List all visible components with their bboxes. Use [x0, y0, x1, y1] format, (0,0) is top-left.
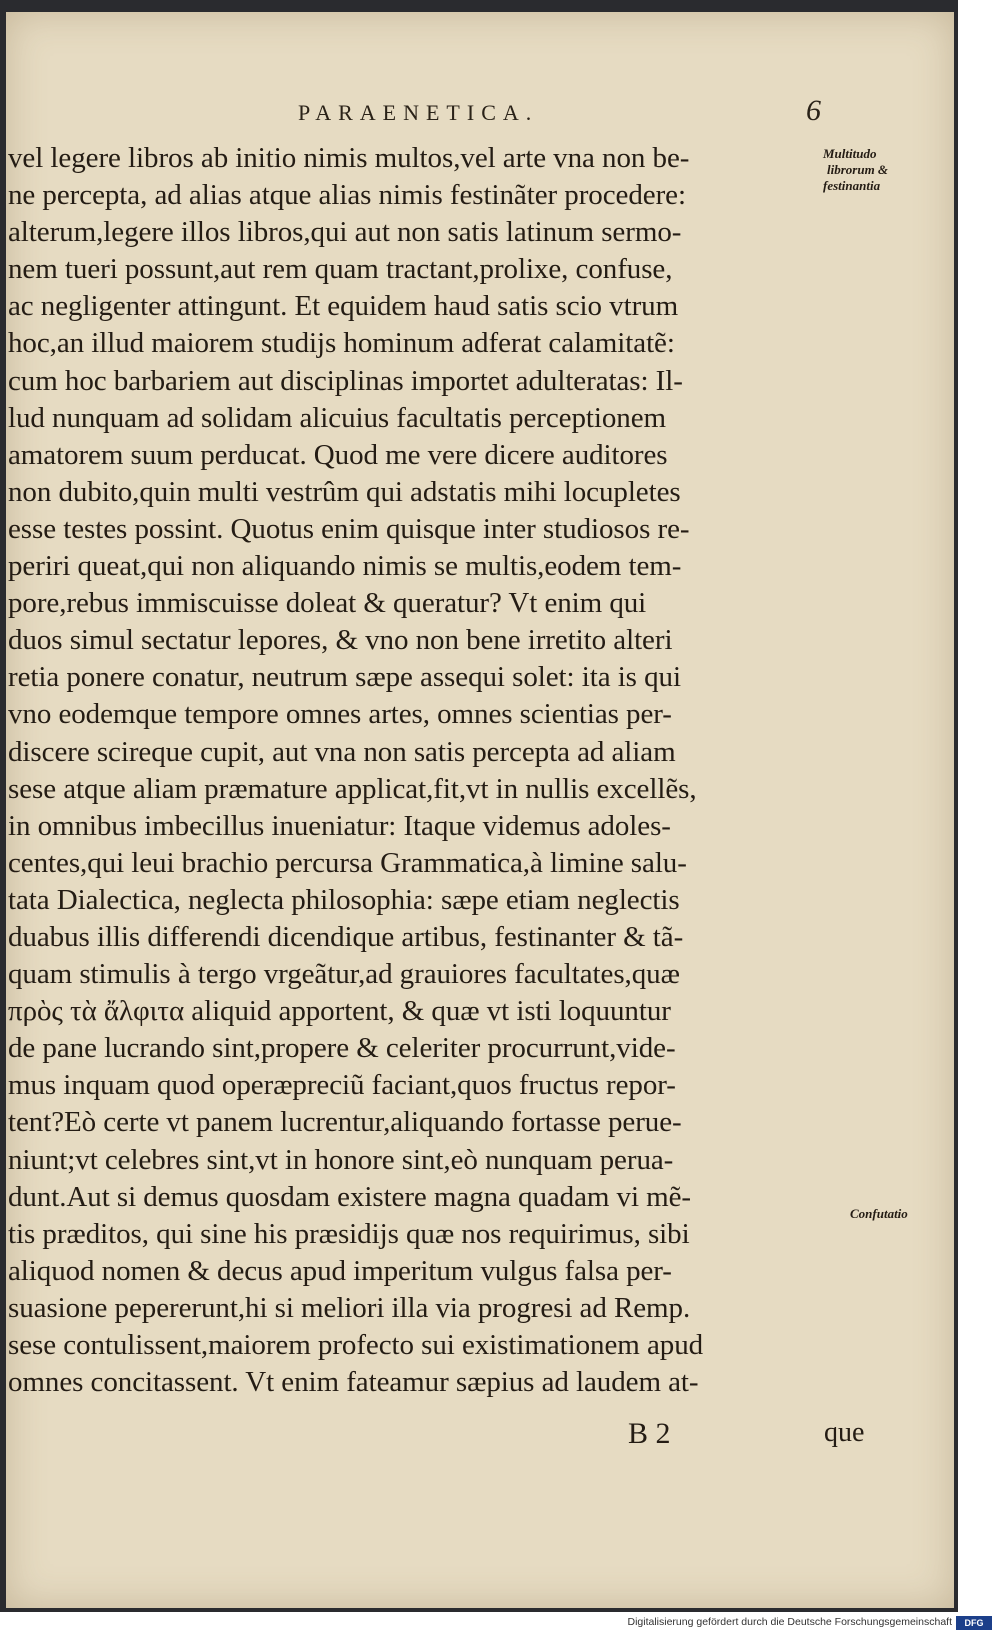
text-line: pore,rebus immiscuisse doleat & queratur? Vt enim qui [8, 587, 647, 620]
text-line: dunt.Aut si demus quosdam existere magna quadam vi mẽ- [8, 1180, 691, 1213]
running-title: PARAENETICA. [298, 100, 539, 125]
text-line: tis præditos, qui sine his præsidijs quæ nos requirimus, sibi [8, 1217, 690, 1250]
text-line: hoc,an illud maiorem studijs hominum adferat calamitatẽ: [8, 327, 675, 360]
signature-line [6, 1417, 954, 1457]
page-number: 6 [806, 94, 821, 127]
margin-note-line: Multitudo [823, 146, 877, 161]
text-line: esse testes possint. Quotus enim quisque inter studiosos re- [8, 512, 690, 545]
text-line: omnes concitassent. Vt enim fateamur sæpius ad laudem at- [8, 1366, 699, 1399]
text-line: discere scireque cupit, aut vna non satis percepta ad aliam [8, 735, 676, 768]
text-line: aliquod nomen & decus apud imperitum vulgus falsa per- [8, 1254, 672, 1287]
text-line: alterum,legere illos libros,qui aut non satis latinum sermo- [8, 216, 682, 249]
text-line: tata Dialectica, neglecta philosophia: sæpe etiam neglectis [8, 883, 680, 916]
text-line: duos simul sectatur lepores, & vno non bene irretito alteri [8, 624, 673, 657]
text-line: sese atque aliam præmature applicat,fit,vt in nullis excellẽs, [8, 772, 697, 805]
text-line: in omnibus imbecillus inueniatur: Itaque videmus adoles- [8, 809, 671, 842]
text-line: periri queat,qui non aliquando nimis se multis,eodem tem- [8, 550, 682, 583]
text-line: non dubito,quin multi vestrûm qui adstatis mihi locupletes [8, 475, 681, 508]
text-line: nem tueri possunt,aut rem quam tractant,prolixe, confuse, [8, 253, 673, 286]
text-line: retia ponere conatur, neutrum sæpe assequi solet: ita is qui [8, 661, 681, 694]
margin-note-multitudo [823, 146, 888, 194]
text-line: mus inquam quod operæpreciũ faciant,quos fructus repor- [8, 1069, 676, 1102]
text-line: suasione pepererunt,hi si meliori illa via progresi ad Remp. [8, 1291, 691, 1324]
text-line: lud nunquam ad solidam alicuius facultatis perceptionem [8, 401, 666, 434]
footer-credit: Digitalisierung gefördert durch die Deutsche Forschungsgemeinschaft [627, 1616, 952, 1628]
footer-bar [0, 1614, 1000, 1633]
text-line: duabus illis differendi dicendique artibus, festinanter & tã- [8, 920, 684, 953]
dfg-logo: DFG [956, 1616, 992, 1630]
text-line: sese contulissent,maiorem profecto sui existimationem apud [8, 1329, 704, 1361]
text-line: quam stimulis à tergo vrgeãtur,ad grauiores facultates,quæ [8, 958, 680, 991]
text-line: tent?Eò certe vt panem lucrentur,aliquando fortasse perue- [8, 1106, 682, 1139]
margin-note-line: festinantia [823, 178, 881, 193]
text-line: πρὸς τὰ ἄλφιτα aliquid apportent, & quæ vt isti loquuntur [8, 995, 671, 1028]
text-line: centes,qui leui brachio percursa Grammatica,à limine salu- [8, 846, 687, 879]
text-line: cum hoc barbariem aut disciplinas importet adulteratas: Il- [8, 364, 683, 397]
margin-note-confutatio: Confutatio [850, 1206, 908, 1221]
text-line: ne percepta, ad alias atque alias nimis festinãter procedere: [8, 179, 686, 212]
text-line: de pane lucrando sint,propere & celeriter procurrunt,vide- [8, 1032, 676, 1065]
catchword: que [824, 1417, 865, 1448]
text-line: amatorem suum perducat. Quod me vere dicere auditores [8, 438, 668, 471]
text-line: niunt;vt celebres sint,vt in honore sint,eò nunquam perua- [8, 1143, 674, 1176]
signature-mark: B 2 [628, 1417, 671, 1450]
body-text [8, 140, 838, 1401]
margin-note-line: librorum & [827, 162, 889, 177]
text-line: vel legere libros ab initio nimis multos,vel arte vna non be- [8, 142, 690, 174]
text-line: vno eodemque tempore omnes artes, omnes scientias per- [8, 698, 672, 731]
book-page [6, 12, 954, 1608]
page-header [6, 94, 954, 134]
text-line: ac negligenter attingunt. Et equidem haud satis scio vtrum [8, 290, 679, 323]
